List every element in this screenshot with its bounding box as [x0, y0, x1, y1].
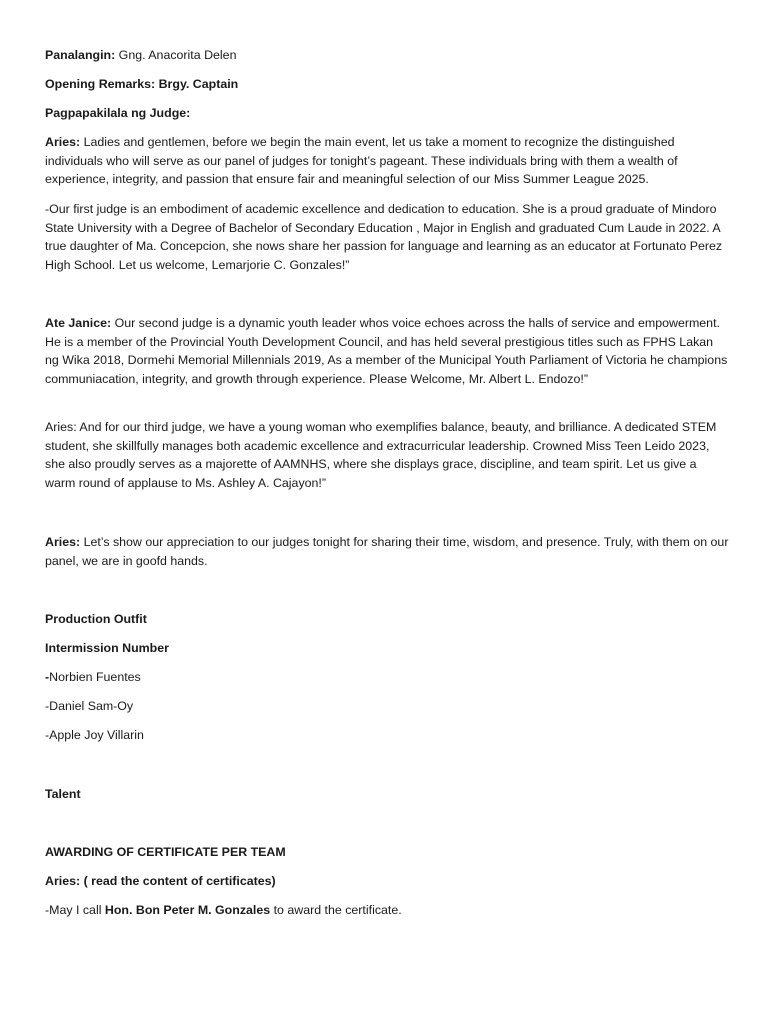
- performer-line: [45, 668, 730, 687]
- award-call-prefix: -May I call: [45, 903, 105, 917]
- performer-line: [45, 726, 730, 745]
- appreciation-paragraph: [45, 533, 730, 570]
- aries-speaker-label: Aries:: [45, 135, 81, 149]
- performer-name: -Daniel Sam-Oy: [45, 699, 134, 713]
- third-judge-text: Aries: And for our third judge, we have a young woman who exemplifies balance, beauty, and brilliance. A dedicated STEM student, she skillfully manages both academic excellence and extracurricular leadership. Crowned Miss Teen Leido 2023, she also proudly serves as a majorette of AAMNHS, where she displays grace, discipline, and team spirit. Let us give a warm round of applause to Ms. Ashley A. Cajayon!”: [45, 420, 717, 491]
- award-call-line: [45, 901, 730, 920]
- aries-certificates-line: [45, 872, 730, 891]
- aries-intro-paragraph: [45, 133, 730, 189]
- aries-intro-text: Ladies and gentlemen, before we begin the main event, let us take a moment to recognize the distinguished individuals who will serve as our panel of judges for tonight’s pageant. These individuals bring with them a wealth of experience, integrity, and passion that ensure fair and meaningful selection of our Miss Summer League 2025.: [45, 135, 678, 187]
- aries-certificates-label: Aries: ( read the content of certificates): [45, 874, 276, 888]
- first-judge-text: -Our first judge is an embodiment of academic excellence and dedication to education. She is a proud graduate of Mindoro State University with a Degree of Bachelor of Secondary Education , Major in English and graduated Cum Laude in 2022. A true daughter of Ma. Concepcion, she nows share her passion for language and learning as an educator at Fortunato Perez High School. Let us welcome, Lemarjorie C. Gonzales!”: [45, 202, 723, 273]
- performer-dash: -: [45, 670, 50, 684]
- opening-remarks-line: [45, 75, 730, 94]
- award-call-name: Hon. Bon Peter M. Gonzales: [104, 903, 271, 917]
- award-call-suffix: to award the certificate.: [270, 903, 402, 917]
- intermission-label: Intermission Number: [45, 641, 169, 655]
- performer-name: Norbien Fuentes: [49, 670, 141, 684]
- production-outfit-label: Production Outfit: [45, 612, 147, 626]
- panalangin-label: Panalangin:: [45, 48, 116, 62]
- appreciation-text: Let’s show our appreciation to our judges tonight for sharing their time, wisdom, and presence. Truly, with them on our panel, we are in goofd hands.: [45, 535, 729, 568]
- pagpapakilala-heading: [45, 104, 730, 123]
- talent-heading: [45, 785, 730, 804]
- pagpapakilala-label: Pagpapakilala ng Judge:: [45, 106, 191, 120]
- performer-line: [45, 697, 730, 716]
- third-judge-paragraph: [45, 418, 730, 493]
- ate-janice-speaker-label: Ate Janice:: [45, 316, 112, 330]
- opening-remarks-label: Opening Remarks: Brgy. Captain: [45, 77, 239, 91]
- intermission-heading: [45, 639, 730, 658]
- awarding-label: AWARDING OF CERTIFICATE PER TEAM: [45, 845, 286, 859]
- panalangin-value: Gng. Anacorita Delen: [115, 48, 237, 62]
- second-judge-text: Our second judge is a dynamic youth leader whos voice echoes across the halls of service and empowerment. He is a member of the Provincial Youth Development Council, and has held several prestigious titles such as FPHS Lakan ng Wika 2018, Dormehi Memorial Millennials 2019, As a member of the Municipal Youth Parliament of Victoria he champions communiacation, integrity, and growth through experience. Please Welcome, Mr. Albert L. Endozo!”: [45, 316, 728, 387]
- first-judge-paragraph: [45, 200, 730, 275]
- panalangin-line: [45, 46, 730, 65]
- talent-label: Talent: [45, 787, 81, 801]
- production-outfit-heading: [45, 610, 730, 629]
- awarding-heading: [45, 843, 730, 862]
- aries-appreciation-speaker: Aries:: [45, 535, 81, 549]
- second-judge-paragraph: [45, 314, 730, 389]
- performer-name: -Apple Joy Villarin: [45, 728, 144, 742]
